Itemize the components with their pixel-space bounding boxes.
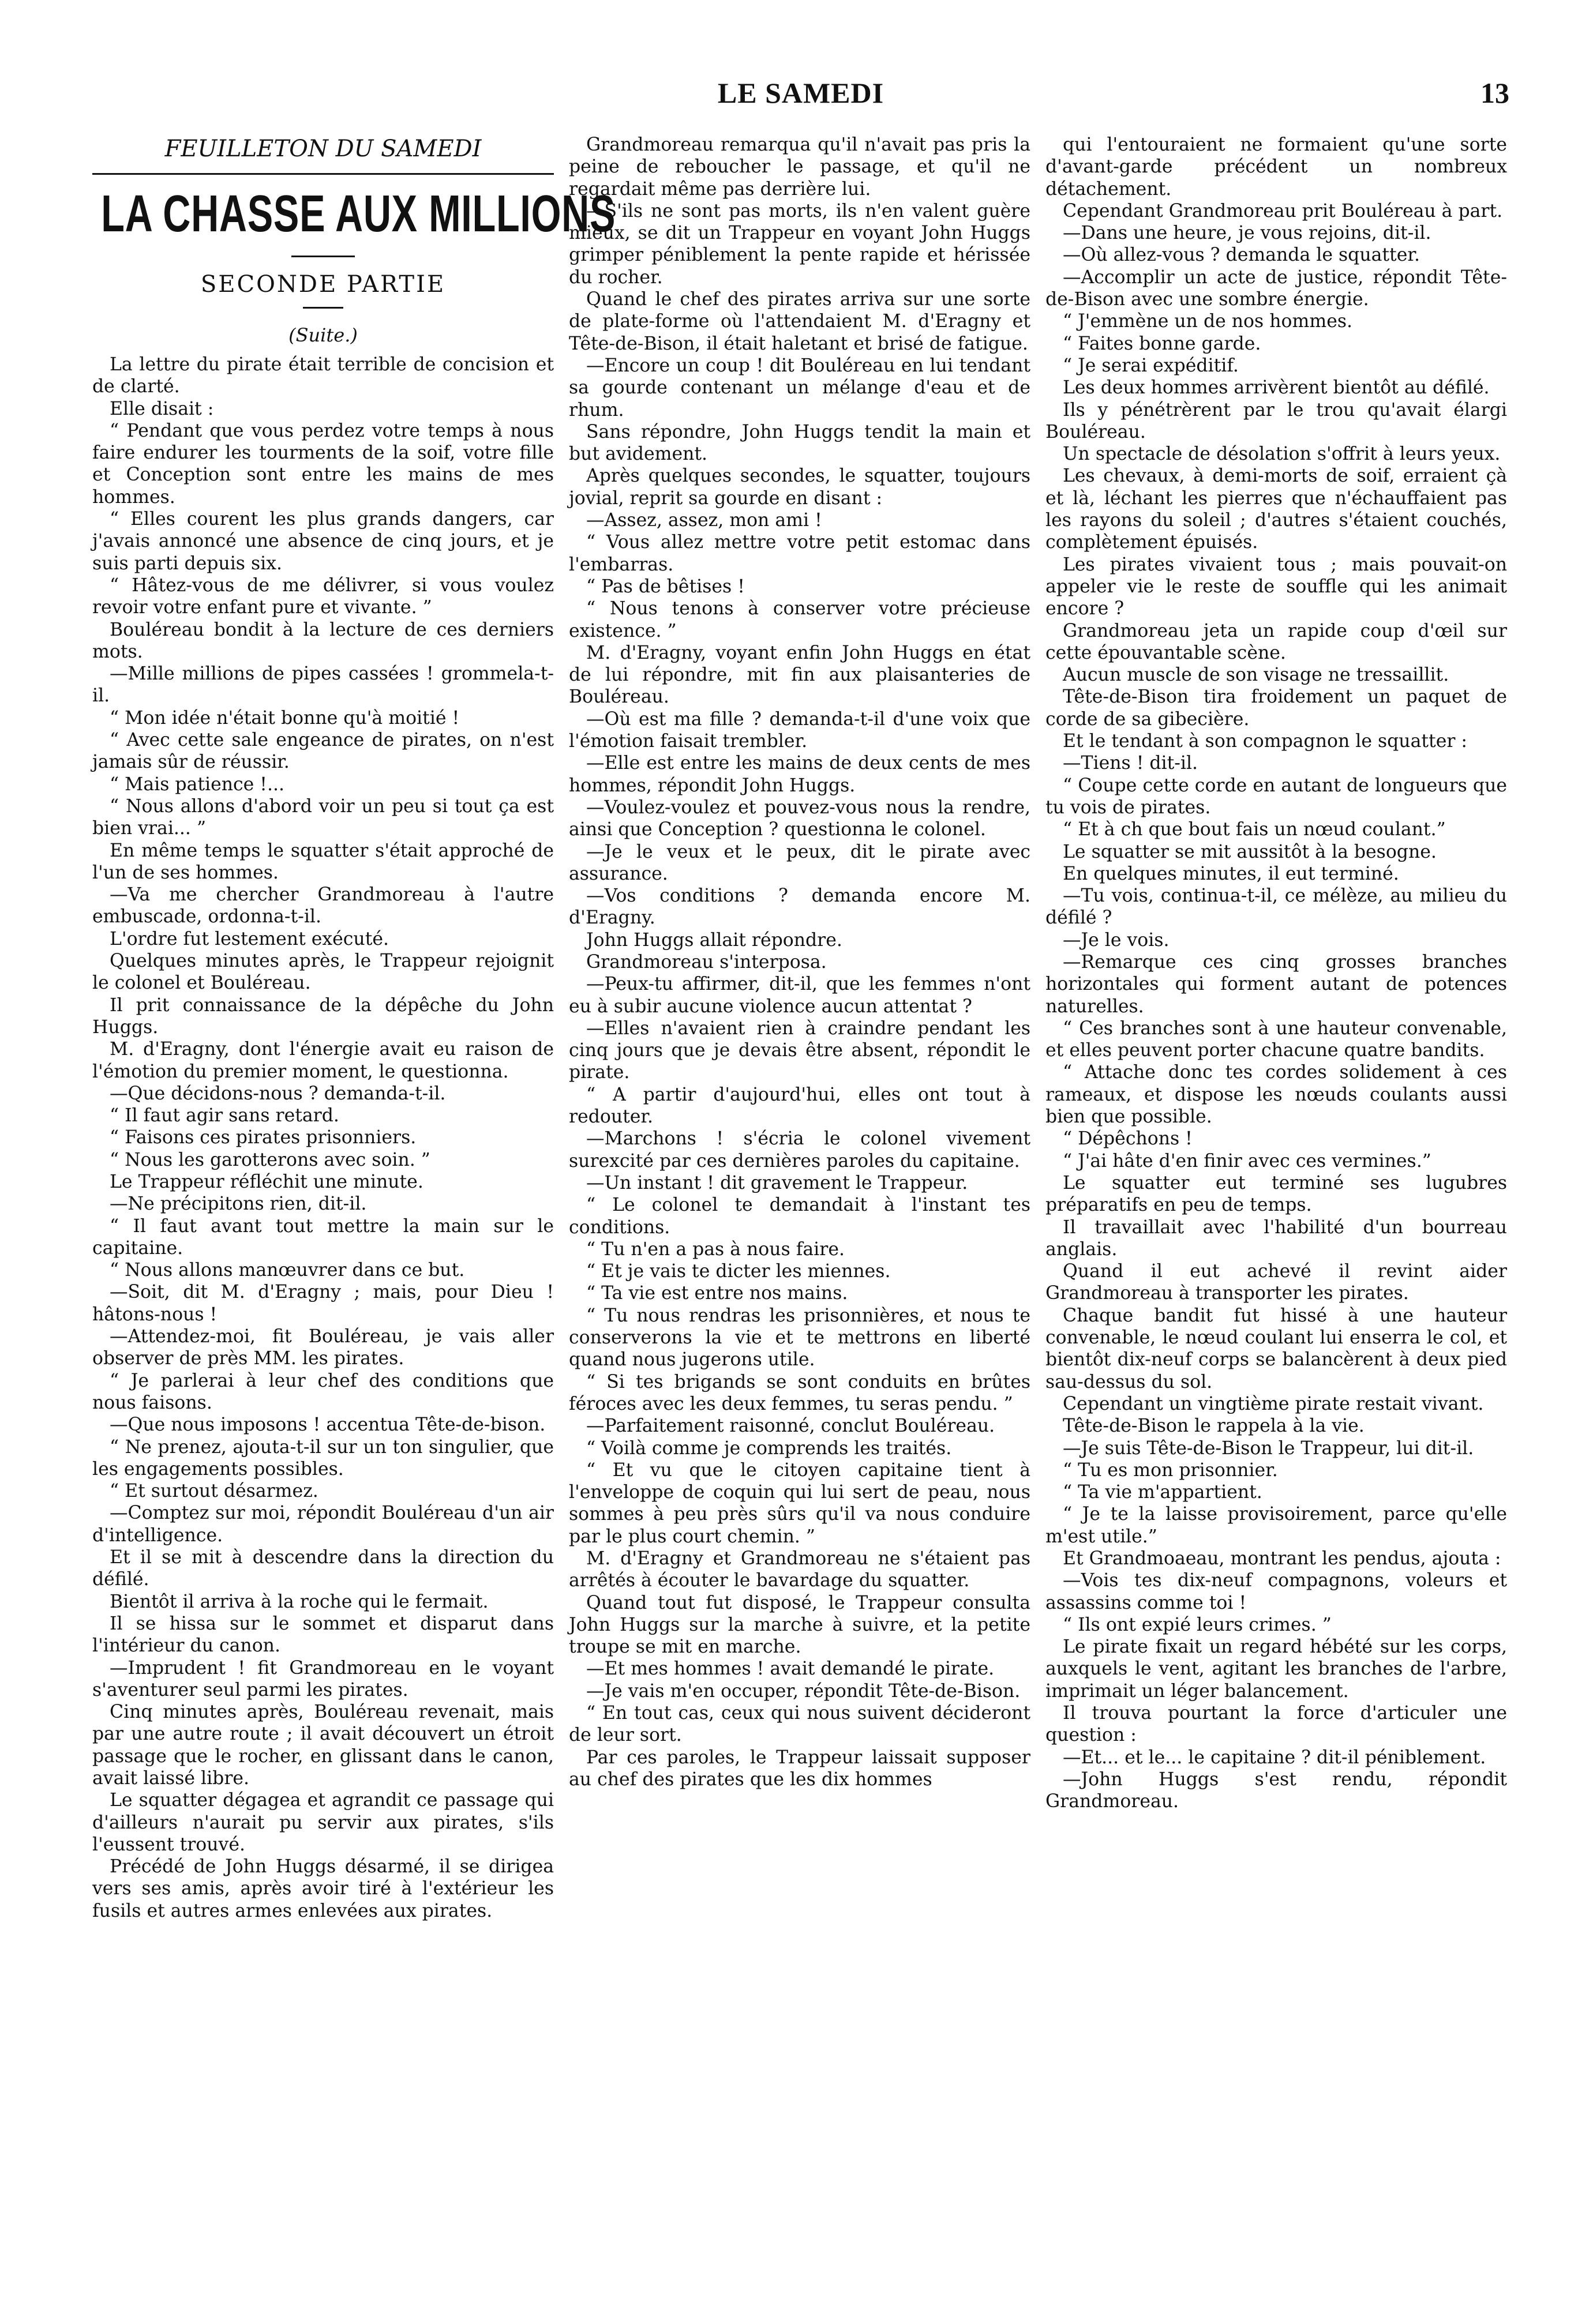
paragraph: Il travaillait avec l'habilité d'un bourreau anglais. xyxy=(1045,1217,1507,1260)
separator-rule xyxy=(92,173,554,175)
paragraph: —Je vais m'en occuper, répondit Tête-de-Bison. xyxy=(586,1680,1021,1702)
column-text xyxy=(92,354,554,1922)
paragraph: Précédé de John Huggs désarmé, il se dirigea vers ses amis, après avoir tiré à l'extérieur les fusils et autres armes enlevées aux pirates. xyxy=(92,1856,554,1921)
paragraph: Tête-de-Bison tira froidement un paquet de corde de sa gibecière. xyxy=(1045,686,1507,730)
paragraph: “ Ta vie m'appartient. xyxy=(1063,1482,1262,1503)
paragraph: —Je le vois. xyxy=(1063,929,1170,951)
part-title: SECONDE PARTIE xyxy=(200,271,446,298)
paragraph: —Soit, dit M. d'Eragny ; mais, pour Dieu ! hâtons-nous ! xyxy=(92,1282,554,1325)
paragraph: Un spectacle de désolation s'offrit à leurs yeux. xyxy=(1063,444,1501,465)
short-rule xyxy=(291,256,355,257)
paragraph: “ Faites bonne garde. xyxy=(1063,333,1261,354)
short-rule xyxy=(303,307,343,309)
paragraph: “ Et surtout désarmez. xyxy=(110,1481,318,1502)
paragraph: —Peux-tu affirmer, dit-il, que les femmes n'ont eu à subir aucune violence aucun attentat ? xyxy=(569,974,1030,1017)
paragraph: Le squatter eut terminé ses lugubres préparatifs en peu de temps. xyxy=(1045,1172,1507,1216)
paragraph: —Elle est entre les mains de deux cents de mes hommes, répondit John Huggs. xyxy=(569,753,1030,796)
paragraph: Elle disait : xyxy=(110,398,214,419)
paragraph: “ Faisons ces pirates prisonniers. xyxy=(110,1127,417,1148)
paragraph: “ Vous allez mettre votre petit estomac dans l'embarras. xyxy=(569,532,1030,575)
paragraph: “ Et à ch que bout fais un nœud coulant.” xyxy=(1063,819,1446,840)
paragraph: Aucun muscle de son visage ne tressaillit. xyxy=(1063,664,1449,686)
paragraph: Après quelques secondes, le squatter, toujours jovial, reprit sa gourde en disant : xyxy=(569,465,1030,509)
paragraph: —Encore un coup ! dit Bouléreau en lui tendant sa gourde contenant un mélange d'eau et de rhum. xyxy=(569,355,1030,421)
paragraph: “ Voilà comme je comprends les traités. xyxy=(586,1437,952,1459)
paragraph: —Que nous imposons ! accentua Tête-de-bison. xyxy=(110,1414,546,1436)
column-text xyxy=(1045,134,1507,1813)
paragraph: qui l'entouraient ne formaient qu'une sorte d'avant-garde précédent un nombreux détachement. xyxy=(1045,134,1507,200)
paragraph: “ Ta vie est entre nos mains. xyxy=(586,1283,848,1304)
paragraph: M. d'Eragny, voyant enfin John Huggs en état de lui répondre, mit fin aux plaisanteries de Bouléreau. xyxy=(569,642,1030,708)
paragraph: La lettre du pirate était terrible de concision et de clarté. xyxy=(92,354,554,397)
paragraph: “ Si tes brigands se sont conduits en brûtes féroces avec les deux femmes, tu seras pendu. ” xyxy=(569,1371,1030,1414)
paragraph: “ Et je vais te dicter les miennes. xyxy=(586,1261,891,1282)
paragraph: “ Tu es mon prisonnier. xyxy=(1063,1459,1278,1481)
paragraph: M. d'Eragny, dont l'énergie avait eu raison de l'émotion du premier moment, le questionna. xyxy=(92,1039,554,1082)
paragraph: —Attendez-moi, fit Bouléreau, je vais aller observer de près MM. les pirates. xyxy=(92,1326,554,1369)
paragraph: “ J'ai hâte d'en finir avec ces vermines.” xyxy=(1063,1150,1431,1172)
paragraph: —Où est ma fille ? demanda-t-il d'une voix que l'émotion faisait trembler. xyxy=(569,708,1030,752)
paragraph: “ Il faut agir sans retard. xyxy=(110,1105,339,1127)
paragraph: Il se hissa sur le sommet et disparut dans l'intérieur du canon. xyxy=(92,1613,554,1657)
paragraph: —Et mes hommes ! avait demandé le pirate. xyxy=(586,1658,995,1680)
paragraph: Sans répondre, John Huggs tendit la main et but avidement. xyxy=(569,421,1030,465)
paragraph: —Un instant ! dit gravement le Trappeur. xyxy=(586,1172,968,1193)
paragraph: —Imprudent ! fit Grandmoreau en le voyant s'aventurer seul parmi les pirates. xyxy=(92,1657,554,1700)
paragraph: Cependant Grandmoreau prit Bouléreau à part. xyxy=(1063,200,1503,221)
paragraph: —Et... et le... le capitaine ? dit-il péniblement. xyxy=(1063,1747,1486,1768)
paragraph: “ Nous allons d'abord voir un peu si tout ça est bien vrai... ” xyxy=(92,795,554,839)
paragraph: “ Nous tenons à conserver votre précieuse existence. ” xyxy=(569,598,1030,641)
paragraph: Bientôt il arriva à la roche qui le fermait. xyxy=(110,1591,489,1612)
paragraph: —Je le veux et le peux, dit le pirate avec assurance. xyxy=(569,841,1030,884)
paragraph: —Mille millions de pipes cassées ! grommela-t-il. xyxy=(92,663,554,707)
paragraph: “ Tu n'en a pas à nous faire. xyxy=(586,1238,845,1260)
journal-title: LE SAMEDI xyxy=(717,77,884,109)
paragraph: —Assez, assez, mon ami ! xyxy=(586,510,822,531)
paragraph: Par ces paroles, le Trappeur laissait supposer au chef des pirates que les dix hommes xyxy=(569,1747,1030,1790)
paragraph: “ Pendant que vous perdez votre temps à nous faire endurer les tourments de la soif, votre fille et Conception sont entre les mains de mes hommes. xyxy=(92,420,554,508)
paragraph: M. d'Eragny et Grandmoreau ne s'étaient pas arrêtés à écouter le bavardage du squatter. xyxy=(569,1548,1030,1591)
column-1 xyxy=(92,134,616,2303)
paragraph: “ Je serai expéditif. xyxy=(1063,355,1239,376)
paragraph: En quelques minutes, il eut terminé. xyxy=(1063,863,1399,884)
paragraph: “ En tout cas, ceux qui nous suivent décideront de leur sort. xyxy=(569,1703,1030,1746)
paragraph: Le Trappeur réfléchit une minute. xyxy=(110,1171,423,1192)
paragraph: “ Attache donc tes cordes solidement à ces rameaux, et dispose les nœuds coulants aussi bien que possible. xyxy=(1045,1062,1507,1128)
paragraph: —Dans une heure, je vous rejoins, dit-il. xyxy=(1063,223,1431,244)
paragraph: “ Nous allons manœuvrer dans ce but. xyxy=(110,1260,465,1281)
paragraph: —Vois tes dix-neuf compagnons, voleurs et assassins comme toi ! xyxy=(1045,1570,1507,1613)
paragraph: —Ne précipitons rien, dit-il. xyxy=(110,1193,367,1215)
paragraph: —Va me chercher Grandmoreau à l'autre embuscade, ordonna-t-il. xyxy=(92,884,554,928)
column-text xyxy=(569,134,1030,1790)
paragraph: Et le tendant à son compagnon le squatter : xyxy=(1063,731,1468,752)
paragraph: —Parfaitement raisonné, conclut Bouléreau. xyxy=(586,1416,995,1437)
paragraph: “ Ne prenez, ajouta-t-il sur un ton singulier, que les engagements possibles. xyxy=(92,1436,554,1480)
paragraph: —S'ils ne sont pas morts, ils n'en valent guère mieux, se dit un Trappeur en voyant John Huggs grimper péniblement la pente rapide et hérissée du rocher. xyxy=(569,200,1030,288)
paragraph: “ Je te la laisse provisoirement, parce qu'elle m'est utile.” xyxy=(1045,1504,1507,1547)
paragraph: —Où allez-vous ? demanda le squatter. xyxy=(1063,245,1420,266)
paragraph: Le squatter se mit aussitôt à la besogne. xyxy=(1063,841,1437,862)
paragraph: —John Huggs s'est rendu, répondit Grandmoreau. xyxy=(1045,1769,1507,1812)
paragraph: —Voulez-voulez et pouvez-vous nous la rendre, ainsi que Conception ? questionna le colonel. xyxy=(569,797,1030,840)
paragraph: “ Pas de bêtises ! xyxy=(586,576,745,597)
feuilleton-label: FEUILLETON DU SAMEDI xyxy=(164,136,482,162)
novel-title: LA CHASSE AUX MILLIONS xyxy=(101,185,616,243)
paragraph: “ Mon idée n'était bonne qu'à moitié ! xyxy=(110,707,460,729)
column-3 xyxy=(1045,134,1507,2303)
suite-label: (Suite.) xyxy=(288,324,358,346)
paragraph: Et il se mit à descendre dans la direction du défilé. xyxy=(92,1547,554,1590)
running-head xyxy=(92,76,1509,122)
paragraph: Quand le chef des pirates arriva sur une sorte de plate-forme où l'attendaient M. d'Eragny et Tête-de-Bison, il était haletant et brisé de fatigue. xyxy=(569,289,1030,354)
paragraph: “ Elles courent les plus grands dangers, car j'avais annoncé une absence de cinq jours, et je suis parti depuis six. xyxy=(92,509,554,574)
paragraph: En même temps le squatter s'était approché de l'un de ses hommes. xyxy=(92,840,554,883)
paragraph: Les chevaux, à demi-morts de soif, erraient çà et là, léchant les pierres que n'échauffaient pas les rayons du soleil ; d'autres s'étaient couchés, complètement épuisés. xyxy=(1045,465,1507,553)
paragraph: Le squatter dégagea et agrandit ce passage qui d'ailleurs n'aurait pu servir aux pirates, s'ils l'eussent trouvé. xyxy=(92,1790,554,1855)
column-2 xyxy=(569,134,1030,2303)
paragraph: “ Avec cette sale engeance de pirates, on n'est jamais sûr de réussir. xyxy=(92,730,554,773)
paragraph: Cependant un vingtième pirate restait vivant. xyxy=(1063,1393,1484,1414)
paragraph: “ Hâtez-vous de me délivrer, si vous voulez revoir votre enfant pure et vivante. ” xyxy=(92,575,554,618)
paragraph: —Accomplir un acte de justice, répondit Tête-de-Bison avec une sombre énergie. xyxy=(1045,266,1507,310)
paragraph: Quand il eut achevé il revint aider Grandmoreau à transporter les pirates. xyxy=(1045,1261,1507,1304)
paragraph: “ Ces branches sont à une hauteur convenable, et elles peuvent porter chacune quatre bandits. xyxy=(1045,1018,1507,1061)
paragraph: “ Tu nous rendras les prisonnières, et nous te conserverons la vie et te mettrons en liberté quand nous jugerons utile. xyxy=(569,1305,1030,1371)
paragraph: Cinq minutes après, Bouléreau revenait, mais par une autre route ; il avait découvert un étroit passage que le rocher, en glissant dans le canon, avait laissé libre. xyxy=(92,1702,554,1789)
paragraph: “ Je parlerai à leur chef des conditions que nous faisons. xyxy=(92,1370,554,1413)
paragraph: —Elles n'avaient rien à craindre pendant les cinq jours que je devais être absent, répondit le pirate. xyxy=(569,1018,1030,1083)
paragraph: “ Nous les garotterons avec soin. ” xyxy=(110,1149,430,1170)
paragraph: Il prit connaissance de la dépêche du John Huggs. xyxy=(92,994,554,1038)
paragraph: —Marchons ! s'écria le colonel vivement surexcité par ces dernières paroles du capitaine. xyxy=(569,1128,1030,1172)
paragraph: Ils y pénétrèrent par le trou qu'avait élargi Bouléreau. xyxy=(1045,399,1507,442)
paragraph: Quelques minutes après, le Trappeur rejoignit le colonel et Bouléreau. xyxy=(92,951,554,994)
paragraph: Les pirates vivaient tous ; mais pouvait-on appeler vie le reste de souffle qui les animait encore ? xyxy=(1045,554,1507,620)
paragraph: Le pirate fixait un regard hébété sur les corps, auxquels le vent, agitant les branches de l'arbre, imprimait un léger balancement. xyxy=(1045,1636,1507,1702)
paragraph: —Remarque ces cinq grosses branches horizontales qui forment autant de potences naturelles. xyxy=(1045,951,1507,1017)
paragraph: —Tu vois, continua-t-il, ce mélèze, au milieu du défilé ? xyxy=(1045,885,1507,929)
paragraph: John Huggs allait répondre. xyxy=(586,929,842,951)
paragraph: —Vos conditions ? demanda encore M. d'Eragny. xyxy=(569,885,1030,929)
page-number: 13 xyxy=(1480,77,1509,109)
paragraph: Quand tout fut disposé, le Trappeur consulta John Huggs sur la marche à suivre, et la petite troupe se mit en marche. xyxy=(569,1592,1030,1658)
paragraph: Grandmoreau jeta un rapide coup d'œil sur cette épouvantable scène. xyxy=(1045,620,1507,663)
paragraph: Les deux hommes arrivèrent bientôt au défilé. xyxy=(1063,377,1490,399)
paragraph: —Tiens ! dit-il. xyxy=(1063,753,1198,774)
paragraph: Grandmoreau remarqua qu'il n'avait pas pris la peine de reboucher le passage, et qu'il ne regardait même pas derrière lui. xyxy=(569,134,1030,200)
paragraph: “ A partir d'aujourd'hui, elles ont tout à redouter. xyxy=(569,1084,1030,1128)
paragraph: —Je suis Tête-de-Bison le Trappeur, lui dit-il. xyxy=(1063,1437,1474,1459)
paragraph: “ Coupe cette corde en autant de longueurs que tu vois de pirates. xyxy=(1045,775,1507,818)
paragraph: Grandmoreau s'interposa. xyxy=(586,951,827,973)
paragraph: “ Ils ont expié leurs crimes. ” xyxy=(1063,1614,1332,1635)
paragraph: Et Grandmoaeau, montrant les pendus, ajouta : xyxy=(1063,1548,1501,1569)
paragraph: Tête-de-Bison le rappela à la vie. xyxy=(1063,1416,1365,1437)
paragraph: —Que décidons-nous ? demanda-t-il. xyxy=(110,1083,446,1104)
paragraph: “ Le colonel te demandait à l'instant tes conditions. xyxy=(569,1195,1030,1238)
paragraph: “ Dépêchons ! xyxy=(1063,1128,1193,1150)
paragraph: L'ordre fut lestement exécuté. xyxy=(110,928,389,949)
paragraph: Bouléreau bondit à la lecture de ces derniers mots. xyxy=(92,619,554,662)
paragraph: —Comptez sur moi, répondit Bouléreau d'un air d'intelligence. xyxy=(92,1503,554,1546)
paragraph: Chaque bandit fut hissé à une hauteur convenable, le nœud coulant lui enserra le col, et bientôt dix-neuf corps se balancèrent à deux pied sau-dessus du sol. xyxy=(1045,1305,1507,1392)
paragraph: Il trouva pourtant la force d'articuler une question : xyxy=(1045,1703,1507,1746)
paragraph: “ J'emmène un de nos hommes. xyxy=(1063,311,1353,332)
paragraph: “ Mais patience !... xyxy=(110,774,285,795)
paragraph: “ Il faut avant tout mettre la main sur le capitaine. xyxy=(92,1215,554,1259)
paragraph: “ Et vu que le citoyen capitaine tient à l'enveloppe de coquin qui lui sert de peau, nous sommes à peu près sûrs qu'il va nous conduire par le plus court chemin. ” xyxy=(569,1459,1030,1547)
